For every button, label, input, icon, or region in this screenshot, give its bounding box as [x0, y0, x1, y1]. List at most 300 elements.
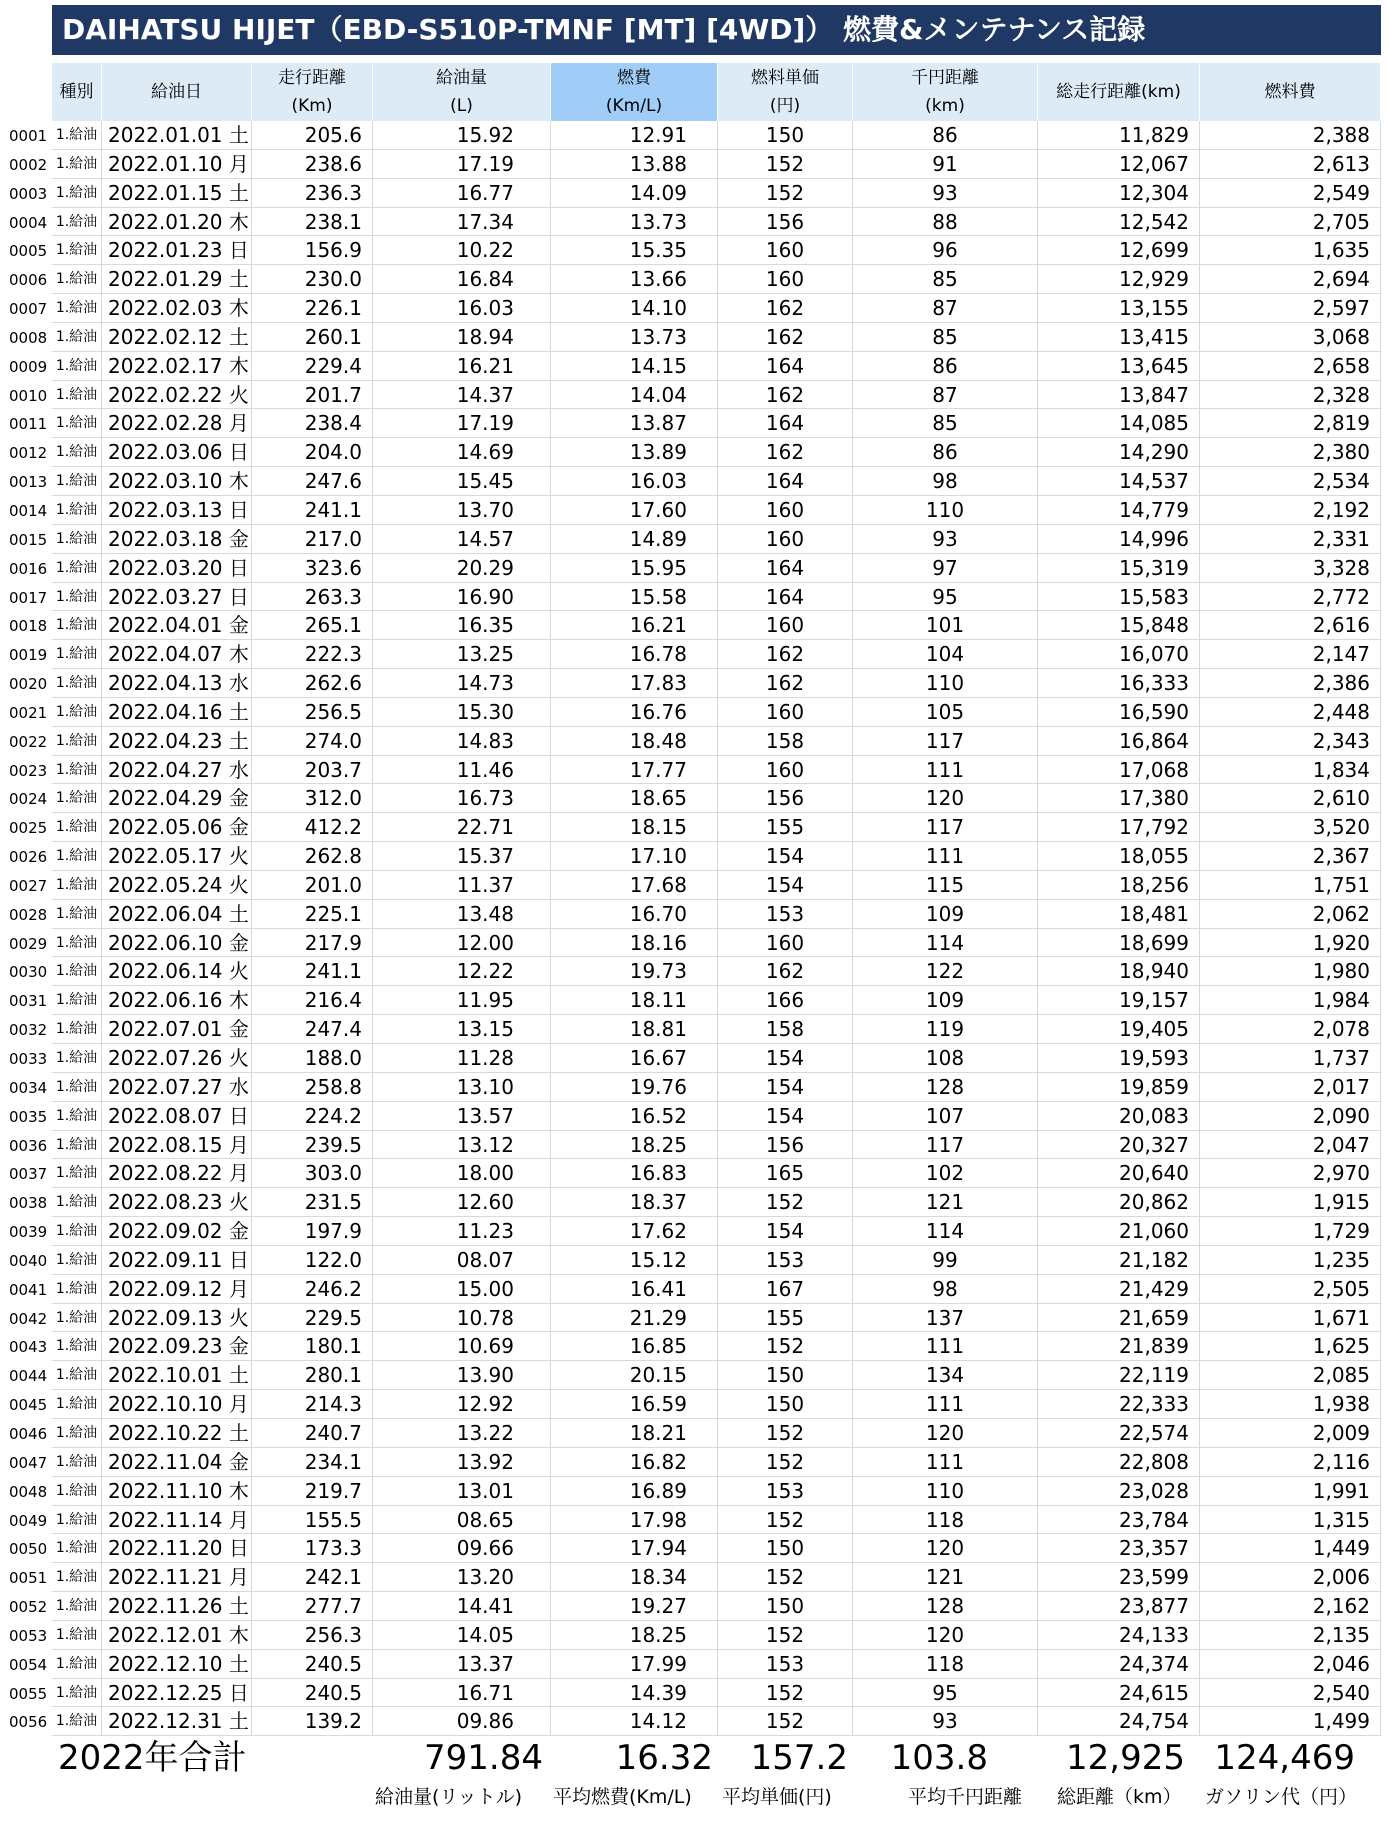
cell-km-per-1000yen[interactable]: 128: [853, 1073, 1038, 1101]
cell-unit-price[interactable]: 162: [718, 381, 853, 409]
cell-km-per-1000yen[interactable]: 98: [853, 467, 1038, 495]
cell-kind[interactable]: 1.給油: [52, 265, 102, 293]
header-distance[interactable]: 走行距離 (Km): [252, 63, 373, 121]
cell-km-per-1000yen[interactable]: 114: [853, 1217, 1038, 1245]
cell-unit-price[interactable]: 164: [718, 554, 853, 582]
cell-fuel-amount[interactable]: 17.19: [373, 150, 551, 178]
cell-km-per-1000yen[interactable]: 87: [853, 381, 1038, 409]
cell-total-distance[interactable]: 16,333: [1038, 669, 1200, 697]
cell-unit-price[interactable]: 166: [718, 986, 853, 1014]
cell-km-per-1000yen[interactable]: 122: [853, 957, 1038, 985]
cell-total-distance[interactable]: 13,645: [1038, 352, 1200, 380]
cell-total-distance[interactable]: 24,133: [1038, 1621, 1200, 1649]
cell-distance[interactable]: 247.4: [252, 1015, 373, 1043]
cell-date[interactable]: 2022.10.01 土: [102, 1361, 252, 1389]
cell-unit-price[interactable]: 154: [718, 1217, 853, 1245]
cell-distance[interactable]: 280.1: [252, 1361, 373, 1389]
cell-fuel-amount[interactable]: 16.35: [373, 611, 551, 639]
cell-unit-price[interactable]: 164: [718, 409, 853, 437]
cell-kind[interactable]: 1.給油: [52, 1332, 102, 1360]
cell-fuel-cost[interactable]: 1,625: [1200, 1332, 1381, 1360]
cell-fuel-cost[interactable]: 1,834: [1200, 756, 1381, 784]
cell-kind[interactable]: 1.給油: [52, 957, 102, 985]
cell-unit-price[interactable]: 160: [718, 756, 853, 784]
cell-date[interactable]: 2022.10.22 土: [102, 1419, 252, 1447]
cell-kind[interactable]: 1.給油: [52, 1477, 102, 1505]
cell-fuel-amount[interactable]: 11.28: [373, 1044, 551, 1072]
cell-fuel-amount[interactable]: 15.45: [373, 467, 551, 495]
header-fuel-cost[interactable]: 燃料費: [1200, 63, 1381, 121]
cell-kind[interactable]: 1.給油: [52, 813, 102, 841]
cell-kind[interactable]: 1.給油: [52, 1304, 102, 1332]
cell-distance[interactable]: 222.3: [252, 640, 373, 668]
cell-kind[interactable]: 1.給油: [52, 986, 102, 1014]
cell-km-per-1000yen[interactable]: 115: [853, 871, 1038, 899]
cell-unit-price[interactable]: 153: [718, 900, 853, 928]
cell-km-per-1000yen[interactable]: 111: [853, 1390, 1038, 1418]
cell-date[interactable]: 2022.11.04 金: [102, 1448, 252, 1476]
cell-fuel-amount[interactable]: 13.57: [373, 1102, 551, 1130]
cell-date[interactable]: 2022.02.22 火: [102, 381, 252, 409]
cell-fuel-cost[interactable]: 2,386: [1200, 669, 1381, 697]
cell-date[interactable]: 2022.01.15 土: [102, 179, 252, 207]
cell-date[interactable]: 2022.03.06 日: [102, 438, 252, 466]
cell-date[interactable]: 2022.04.16 土: [102, 698, 252, 726]
cell-kind[interactable]: 1.給油: [52, 1188, 102, 1216]
cell-fuel-cost[interactable]: 1,499: [1200, 1707, 1381, 1735]
cell-km-per-1000yen[interactable]: 91: [853, 150, 1038, 178]
cell-km-per-1000yen[interactable]: 110: [853, 1477, 1038, 1505]
cell-distance[interactable]: 226.1: [252, 294, 373, 322]
cell-fuel-amount[interactable]: 14.83: [373, 727, 551, 755]
cell-fuel-amount[interactable]: 13.90: [373, 1361, 551, 1389]
cell-total-distance[interactable]: 21,659: [1038, 1304, 1200, 1332]
cell-total-distance[interactable]: 14,996: [1038, 525, 1200, 553]
cell-kind[interactable]: 1.給油: [52, 409, 102, 437]
cell-total-distance[interactable]: 13,415: [1038, 323, 1200, 351]
cell-kind[interactable]: 1.給油: [52, 1419, 102, 1447]
cell-fuel-amount[interactable]: 09.86: [373, 1707, 551, 1735]
cell-kind[interactable]: 1.給油: [52, 381, 102, 409]
cell-kind[interactable]: 1.給油: [52, 1275, 102, 1303]
cell-unit-price[interactable]: 152: [718, 1707, 853, 1735]
cell-fuel-economy[interactable]: 15.58: [551, 583, 718, 611]
cell-kind[interactable]: 1.給油: [52, 121, 102, 149]
cell-distance[interactable]: 303.0: [252, 1159, 373, 1187]
cell-date[interactable]: 2022.10.10 月: [102, 1390, 252, 1418]
cell-kind[interactable]: 1.給油: [52, 1044, 102, 1072]
cell-distance[interactable]: 241.1: [252, 496, 373, 524]
cell-fuel-cost[interactable]: 2,085: [1200, 1361, 1381, 1389]
cell-fuel-cost[interactable]: 2,009: [1200, 1419, 1381, 1447]
cell-fuel-amount[interactable]: 12.60: [373, 1188, 551, 1216]
cell-date[interactable]: 2022.12.01 木: [102, 1621, 252, 1649]
cell-km-per-1000yen[interactable]: 102: [853, 1159, 1038, 1187]
cell-total-distance[interactable]: 17,380: [1038, 784, 1200, 812]
cell-unit-price[interactable]: 154: [718, 1102, 853, 1130]
cell-fuel-amount[interactable]: 14.05: [373, 1621, 551, 1649]
cell-unit-price[interactable]: 160: [718, 929, 853, 957]
cell-fuel-cost[interactable]: 1,991: [1200, 1477, 1381, 1505]
cell-unit-price[interactable]: 156: [718, 784, 853, 812]
cell-fuel-amount[interactable]: 17.34: [373, 208, 551, 236]
cell-km-per-1000yen[interactable]: 95: [853, 1679, 1038, 1707]
cell-fuel-amount[interactable]: 15.00: [373, 1275, 551, 1303]
cell-distance[interactable]: 122.0: [252, 1246, 373, 1274]
cell-total-distance[interactable]: 19,593: [1038, 1044, 1200, 1072]
cell-fuel-economy[interactable]: 17.83: [551, 669, 718, 697]
cell-fuel-cost[interactable]: 1,671: [1200, 1304, 1381, 1332]
cell-fuel-cost[interactable]: 2,135: [1200, 1621, 1381, 1649]
cell-fuel-amount[interactable]: 12.00: [373, 929, 551, 957]
cell-date[interactable]: 2022.08.15 月: [102, 1131, 252, 1159]
cell-unit-price[interactable]: 154: [718, 1073, 853, 1101]
cell-distance[interactable]: 312.0: [252, 784, 373, 812]
cell-distance[interactable]: 262.8: [252, 842, 373, 870]
cell-km-per-1000yen[interactable]: 111: [853, 756, 1038, 784]
cell-total-distance[interactable]: 12,067: [1038, 150, 1200, 178]
cell-unit-price[interactable]: 150: [718, 121, 853, 149]
cell-fuel-amount[interactable]: 13.12: [373, 1131, 551, 1159]
cell-fuel-amount[interactable]: 13.92: [373, 1448, 551, 1476]
cell-fuel-cost[interactable]: 2,597: [1200, 294, 1381, 322]
cell-unit-price[interactable]: 156: [718, 208, 853, 236]
cell-unit-price[interactable]: 162: [718, 957, 853, 985]
cell-date[interactable]: 2022.05.24 火: [102, 871, 252, 899]
cell-distance[interactable]: 180.1: [252, 1332, 373, 1360]
cell-fuel-cost[interactable]: 2,116: [1200, 1448, 1381, 1476]
cell-total-distance[interactable]: 19,405: [1038, 1015, 1200, 1043]
cell-fuel-amount[interactable]: 16.03: [373, 294, 551, 322]
cell-unit-price[interactable]: 152: [718, 1563, 853, 1591]
cell-km-per-1000yen[interactable]: 87: [853, 294, 1038, 322]
cell-date[interactable]: 2022.03.20 日: [102, 554, 252, 582]
cell-total-distance[interactable]: 23,357: [1038, 1534, 1200, 1562]
cell-unit-price[interactable]: 164: [718, 352, 853, 380]
cell-total-distance[interactable]: 17,792: [1038, 813, 1200, 841]
cell-distance[interactable]: 139.2: [252, 1707, 373, 1735]
cell-total-distance[interactable]: 12,542: [1038, 208, 1200, 236]
cell-fuel-economy[interactable]: 17.99: [551, 1650, 718, 1678]
cell-distance[interactable]: 188.0: [252, 1044, 373, 1072]
cell-km-per-1000yen[interactable]: 108: [853, 1044, 1038, 1072]
cell-fuel-cost[interactable]: 2,380: [1200, 438, 1381, 466]
cell-distance[interactable]: 236.3: [252, 179, 373, 207]
cell-km-per-1000yen[interactable]: 120: [853, 784, 1038, 812]
cell-date[interactable]: 2022.04.23 土: [102, 727, 252, 755]
cell-fuel-economy[interactable]: 15.12: [551, 1246, 718, 1274]
cell-unit-price[interactable]: 158: [718, 727, 853, 755]
cell-fuel-economy[interactable]: 16.78: [551, 640, 718, 668]
cell-total-distance[interactable]: 12,304: [1038, 179, 1200, 207]
cell-total-distance[interactable]: 24,374: [1038, 1650, 1200, 1678]
cell-kind[interactable]: 1.給油: [52, 842, 102, 870]
cell-kind[interactable]: 1.給油: [52, 583, 102, 611]
cell-date[interactable]: 2022.11.21 月: [102, 1563, 252, 1591]
cell-fuel-economy[interactable]: 14.10: [551, 294, 718, 322]
cell-fuel-economy[interactable]: 19.76: [551, 1073, 718, 1101]
cell-fuel-amount[interactable]: 13.37: [373, 1650, 551, 1678]
cell-total-distance[interactable]: 18,699: [1038, 929, 1200, 957]
cell-total-distance[interactable]: 22,119: [1038, 1361, 1200, 1389]
cell-km-per-1000yen[interactable]: 114: [853, 929, 1038, 957]
cell-fuel-amount[interactable]: 15.92: [373, 121, 551, 149]
cell-kind[interactable]: 1.給油: [52, 871, 102, 899]
cell-fuel-economy[interactable]: 16.21: [551, 611, 718, 639]
cell-date[interactable]: 2022.07.01 金: [102, 1015, 252, 1043]
cell-total-distance[interactable]: 17,068: [1038, 756, 1200, 784]
cell-date[interactable]: 2022.06.14 火: [102, 957, 252, 985]
cell-date[interactable]: 2022.01.10 月: [102, 150, 252, 178]
cell-fuel-amount[interactable]: 22.71: [373, 813, 551, 841]
cell-total-distance[interactable]: 18,940: [1038, 957, 1200, 985]
cell-unit-price[interactable]: 152: [718, 1621, 853, 1649]
cell-kind[interactable]: 1.給油: [52, 208, 102, 236]
cell-fuel-amount[interactable]: 13.70: [373, 496, 551, 524]
cell-km-per-1000yen[interactable]: 96: [853, 236, 1038, 264]
cell-kind[interactable]: 1.給油: [52, 554, 102, 582]
cell-unit-price[interactable]: 160: [718, 698, 853, 726]
cell-fuel-economy[interactable]: 21.29: [551, 1304, 718, 1332]
cell-date[interactable]: 2022.04.29 金: [102, 784, 252, 812]
cell-unit-price[interactable]: 155: [718, 1304, 853, 1332]
cell-km-per-1000yen[interactable]: 117: [853, 813, 1038, 841]
cell-km-per-1000yen[interactable]: 85: [853, 409, 1038, 437]
cell-date[interactable]: 2022.05.17 火: [102, 842, 252, 870]
cell-fuel-cost[interactable]: 2,090: [1200, 1102, 1381, 1130]
cell-unit-price[interactable]: 165: [718, 1159, 853, 1187]
cell-fuel-cost[interactable]: 2,367: [1200, 842, 1381, 870]
cell-distance[interactable]: 229.4: [252, 352, 373, 380]
cell-date[interactable]: 2022.01.23 日: [102, 236, 252, 264]
cell-fuel-economy[interactable]: 18.48: [551, 727, 718, 755]
cell-fuel-economy[interactable]: 18.15: [551, 813, 718, 841]
cell-kind[interactable]: 1.給油: [52, 929, 102, 957]
cell-fuel-cost[interactable]: 2,819: [1200, 409, 1381, 437]
cell-fuel-amount[interactable]: 16.21: [373, 352, 551, 380]
cell-fuel-economy[interactable]: 15.35: [551, 236, 718, 264]
cell-fuel-economy[interactable]: 17.10: [551, 842, 718, 870]
cell-distance[interactable]: 203.7: [252, 756, 373, 784]
total-fuel[interactable]: 791.84: [424, 1738, 543, 1778]
header-kind[interactable]: 種別: [52, 63, 102, 121]
cell-fuel-economy[interactable]: 13.87: [551, 409, 718, 437]
cell-date[interactable]: 2022.08.23 火: [102, 1188, 252, 1216]
cell-distance[interactable]: 274.0: [252, 727, 373, 755]
cell-unit-price[interactable]: 162: [718, 323, 853, 351]
cell-unit-price[interactable]: 164: [718, 467, 853, 495]
cell-fuel-cost[interactable]: 1,980: [1200, 957, 1381, 985]
cell-fuel-economy[interactable]: 17.60: [551, 496, 718, 524]
cell-km-per-1000yen[interactable]: 109: [853, 900, 1038, 928]
cell-distance[interactable]: 238.1: [252, 208, 373, 236]
cell-distance[interactable]: 219.7: [252, 1477, 373, 1505]
cell-distance[interactable]: 265.1: [252, 611, 373, 639]
cell-fuel-amount[interactable]: 16.77: [373, 179, 551, 207]
cell-kind[interactable]: 1.給油: [52, 1131, 102, 1159]
cell-unit-price[interactable]: 150: [718, 1361, 853, 1389]
cell-total-distance[interactable]: 24,754: [1038, 1707, 1200, 1735]
cell-distance[interactable]: 224.2: [252, 1102, 373, 1130]
cell-fuel-economy[interactable]: 14.15: [551, 352, 718, 380]
cell-kind[interactable]: 1.給油: [52, 900, 102, 928]
cell-total-distance[interactable]: 21,429: [1038, 1275, 1200, 1303]
cell-date[interactable]: 2022.04.07 木: [102, 640, 252, 668]
cell-fuel-economy[interactable]: 17.68: [551, 871, 718, 899]
cell-total-distance[interactable]: 22,333: [1038, 1390, 1200, 1418]
cell-date[interactable]: 2022.04.01 金: [102, 611, 252, 639]
cell-distance[interactable]: 201.0: [252, 871, 373, 899]
cell-fuel-cost[interactable]: 2,658: [1200, 352, 1381, 380]
cell-fuel-cost[interactable]: 1,315: [1200, 1506, 1381, 1534]
cell-kind[interactable]: 1.給油: [52, 496, 102, 524]
cell-fuel-economy[interactable]: 15.95: [551, 554, 718, 582]
cell-unit-price[interactable]: 154: [718, 1044, 853, 1072]
cell-kind[interactable]: 1.給油: [52, 1679, 102, 1707]
cell-unit-price[interactable]: 162: [718, 640, 853, 668]
cell-total-distance[interactable]: 18,055: [1038, 842, 1200, 870]
cell-fuel-amount[interactable]: 11.46: [373, 756, 551, 784]
cell-distance[interactable]: 240.5: [252, 1679, 373, 1707]
cell-fuel-cost[interactable]: 1,938: [1200, 1390, 1381, 1418]
total-gasoline-cost[interactable]: 124,469: [1214, 1738, 1355, 1778]
cell-date[interactable]: 2022.09.23 金: [102, 1332, 252, 1360]
cell-fuel-amount[interactable]: 16.84: [373, 265, 551, 293]
cell-fuel-economy[interactable]: 16.89: [551, 1477, 718, 1505]
cell-fuel-economy[interactable]: 16.59: [551, 1390, 718, 1418]
cell-fuel-amount[interactable]: 09.66: [373, 1534, 551, 1562]
cell-fuel-cost[interactable]: 2,343: [1200, 727, 1381, 755]
cell-fuel-cost[interactable]: 1,729: [1200, 1217, 1381, 1245]
cell-fuel-cost[interactable]: 2,192: [1200, 496, 1381, 524]
cell-date[interactable]: 2022.06.10 金: [102, 929, 252, 957]
cell-unit-price[interactable]: 152: [718, 1679, 853, 1707]
cell-fuel-amount[interactable]: 13.20: [373, 1563, 551, 1591]
cell-unit-price[interactable]: 153: [718, 1477, 853, 1505]
cell-kind[interactable]: 1.給油: [52, 1390, 102, 1418]
cell-distance[interactable]: 258.8: [252, 1073, 373, 1101]
cell-fuel-cost[interactable]: 2,613: [1200, 150, 1381, 178]
cell-total-distance[interactable]: 14,085: [1038, 409, 1200, 437]
cell-fuel-cost[interactable]: 3,068: [1200, 323, 1381, 351]
cell-kind[interactable]: 1.給油: [52, 1650, 102, 1678]
cell-total-distance[interactable]: 14,537: [1038, 467, 1200, 495]
cell-kind[interactable]: 1.給油: [52, 698, 102, 726]
cell-total-distance[interactable]: 14,290: [1038, 438, 1200, 466]
cell-fuel-economy[interactable]: 18.37: [551, 1188, 718, 1216]
cell-kind[interactable]: 1.給油: [52, 294, 102, 322]
cell-total-distance[interactable]: 20,862: [1038, 1188, 1200, 1216]
cell-km-per-1000yen[interactable]: 93: [853, 1707, 1038, 1735]
cell-date[interactable]: 2022.01.20 木: [102, 208, 252, 236]
cell-total-distance[interactable]: 23,028: [1038, 1477, 1200, 1505]
cell-km-per-1000yen[interactable]: 121: [853, 1563, 1038, 1591]
cell-kind[interactable]: 1.給油: [52, 611, 102, 639]
cell-km-per-1000yen[interactable]: 134: [853, 1361, 1038, 1389]
cell-km-per-1000yen[interactable]: 104: [853, 640, 1038, 668]
cell-fuel-economy[interactable]: 18.25: [551, 1621, 718, 1649]
cell-km-per-1000yen[interactable]: 111: [853, 1332, 1038, 1360]
header-fuel-amount[interactable]: 給油量 (L): [373, 63, 551, 121]
cell-km-per-1000yen[interactable]: 137: [853, 1304, 1038, 1332]
cell-distance[interactable]: 201.7: [252, 381, 373, 409]
cell-distance[interactable]: 173.3: [252, 1534, 373, 1562]
cell-kind[interactable]: 1.給油: [52, 727, 102, 755]
cell-kind[interactable]: 1.給油: [52, 1015, 102, 1043]
cell-fuel-economy[interactable]: 17.94: [551, 1534, 718, 1562]
cell-fuel-economy[interactable]: 16.03: [551, 467, 718, 495]
cell-fuel-amount[interactable]: 13.25: [373, 640, 551, 668]
cell-kind[interactable]: 1.給油: [52, 1448, 102, 1476]
cell-unit-price[interactable]: 160: [718, 611, 853, 639]
cell-total-distance[interactable]: 23,784: [1038, 1506, 1200, 1534]
cell-unit-price[interactable]: 152: [718, 1188, 853, 1216]
cell-total-distance[interactable]: 16,590: [1038, 698, 1200, 726]
cell-fuel-economy[interactable]: 14.89: [551, 525, 718, 553]
cell-distance[interactable]: 262.6: [252, 669, 373, 697]
cell-distance[interactable]: 231.5: [252, 1188, 373, 1216]
cell-fuel-cost[interactable]: 2,331: [1200, 525, 1381, 553]
cell-km-per-1000yen[interactable]: 118: [853, 1650, 1038, 1678]
cell-total-distance[interactable]: 21,839: [1038, 1332, 1200, 1360]
cell-km-per-1000yen[interactable]: 86: [853, 438, 1038, 466]
cell-fuel-economy[interactable]: 13.73: [551, 208, 718, 236]
cell-date[interactable]: 2022.12.10 土: [102, 1650, 252, 1678]
avg-km-per-1000yen[interactable]: 103.8: [890, 1738, 988, 1778]
cell-fuel-cost[interactable]: 2,772: [1200, 583, 1381, 611]
cell-fuel-economy[interactable]: 16.83: [551, 1159, 718, 1187]
cell-distance[interactable]: 156.9: [252, 236, 373, 264]
cell-fuel-amount[interactable]: 14.57: [373, 525, 551, 553]
cell-fuel-economy[interactable]: 18.34: [551, 1563, 718, 1591]
cell-fuel-economy[interactable]: 18.65: [551, 784, 718, 812]
cell-fuel-amount[interactable]: 18.00: [373, 1159, 551, 1187]
cell-km-per-1000yen[interactable]: 99: [853, 1246, 1038, 1274]
cell-kind[interactable]: 1.給油: [52, 669, 102, 697]
cell-total-distance[interactable]: 22,574: [1038, 1419, 1200, 1447]
cell-unit-price[interactable]: 160: [718, 236, 853, 264]
cell-fuel-cost[interactable]: 2,534: [1200, 467, 1381, 495]
cell-date[interactable]: 2022.06.04 土: [102, 900, 252, 928]
cell-fuel-cost[interactable]: 2,328: [1200, 381, 1381, 409]
cell-kind[interactable]: 1.給油: [52, 1621, 102, 1649]
cell-fuel-cost[interactable]: 2,610: [1200, 784, 1381, 812]
cell-fuel-amount[interactable]: 18.94: [373, 323, 551, 351]
cell-distance[interactable]: 216.4: [252, 986, 373, 1014]
cell-total-distance[interactable]: 12,929: [1038, 265, 1200, 293]
cell-fuel-economy[interactable]: 19.27: [551, 1592, 718, 1620]
cell-total-distance[interactable]: 21,060: [1038, 1217, 1200, 1245]
cell-fuel-economy[interactable]: 16.52: [551, 1102, 718, 1130]
cell-fuel-cost[interactable]: 2,448: [1200, 698, 1381, 726]
cell-fuel-economy[interactable]: 13.66: [551, 265, 718, 293]
cell-date[interactable]: 2022.02.12 土: [102, 323, 252, 351]
cell-fuel-economy[interactable]: 18.21: [551, 1419, 718, 1447]
cell-total-distance[interactable]: 16,864: [1038, 727, 1200, 755]
cell-total-distance[interactable]: 19,157: [1038, 986, 1200, 1014]
cell-distance[interactable]: 256.5: [252, 698, 373, 726]
cell-total-distance[interactable]: 13,155: [1038, 294, 1200, 322]
cell-unit-price[interactable]: 150: [718, 1534, 853, 1562]
cell-kind[interactable]: 1.給油: [52, 438, 102, 466]
cell-kind[interactable]: 1.給油: [52, 1506, 102, 1534]
cell-km-per-1000yen[interactable]: 111: [853, 842, 1038, 870]
cell-km-per-1000yen[interactable]: 93: [853, 179, 1038, 207]
cell-kind[interactable]: 1.給油: [52, 756, 102, 784]
cell-km-per-1000yen[interactable]: 120: [853, 1419, 1038, 1447]
cell-fuel-economy[interactable]: 14.39: [551, 1679, 718, 1707]
cell-km-per-1000yen[interactable]: 111: [853, 1448, 1038, 1476]
